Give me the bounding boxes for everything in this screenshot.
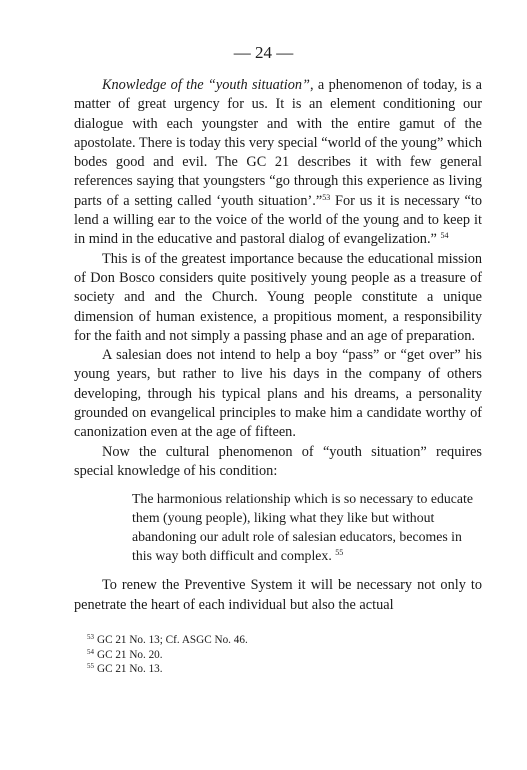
paragraph-text: For us it is necessary “to lend a willing ear to the voice of the world of the young and to keep it in mind in the educative and pastoral dialog of evangelization.” xyxy=(74,192,482,248)
footnote-ref-53: 53 xyxy=(322,192,331,202)
footnote-ref-54: 54 xyxy=(440,231,449,241)
footnote-number: 53 xyxy=(87,633,94,641)
footnote-55 xyxy=(87,662,477,677)
page-number: — 24 — xyxy=(233,43,294,62)
paragraph-salesian: A salesian does not intend to help a boy “pass” or “get over” his young years, but rather to live his days in the company of others developing, through his typical plans and his dreams, a personality grounded on evangelical principles to make him a candidate worthy of canonization even at the age of fifteen. xyxy=(74,347,482,441)
paragraph-cultural-phenomenon: Now the cultural phenomenon of “youth situation” requires special knowledge of his condition: xyxy=(74,443,482,479)
paragraph-preventive-system: To renew the Preventive System it will be necessary not only to penetrate the heart of each individual but also the actual xyxy=(74,577,482,613)
footnotes xyxy=(87,633,477,677)
footnote-number: 55 xyxy=(87,662,94,670)
italic-lead: Knowledge of the “youth situation” xyxy=(102,77,310,93)
body-text xyxy=(74,76,482,615)
footnote-54 xyxy=(87,648,477,663)
footnote-ref-55: 55 xyxy=(335,548,344,558)
block-quote xyxy=(132,489,482,565)
paragraph-youth-situation xyxy=(74,76,482,250)
footnote-53 xyxy=(87,633,477,648)
quote-text: The harmonious relationship which is so necessary to educate them (young people), liking what they like but without abandoning our adult role of salesian educators, becomes in this way both difficult and complex. xyxy=(132,491,473,564)
footnote-number: 54 xyxy=(87,647,94,656)
paragraph-text: , a phenomenon of today, is a matter of great urgency for us. It is an element conditioning our dialogue with each youngster and with the entire gamut of the apostolate. There is today this very special “world of the young” which bodes good and evil. The GC 21 describes it with few general references saying that youngsters “go through this experience as living parts of a setting called ‘youth situation’.” xyxy=(74,77,482,209)
paragraph-importance: This is of the greatest importance because the educational mission of Don Bosco considers quite positively young people as a treasure of society and and the Church. Young people constitute a unique dimension of human existence, a propitious moment, a responsibility for the faith and not simply a passing phase and an age of preparation. xyxy=(74,250,482,344)
footnote-text: GC 21 No. 13. xyxy=(97,663,163,675)
footnote-text: GC 21 No. 20. xyxy=(97,648,163,661)
footnote-text: GC 21 No. 13; Cf. ASGC No. 46. xyxy=(97,634,248,646)
